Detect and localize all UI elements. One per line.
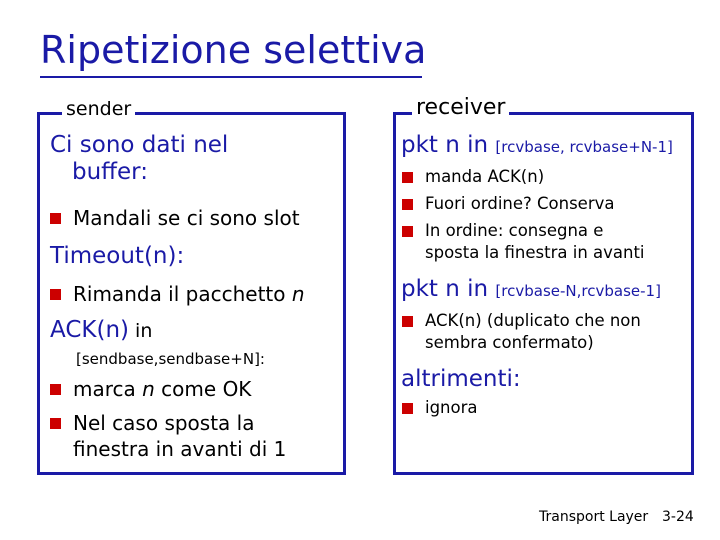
bullet-marker	[50, 289, 61, 300]
mark-var: n	[142, 377, 155, 401]
sender-heading-ack-label: ACK(n)	[50, 317, 129, 343]
bullet-marker	[402, 199, 413, 210]
receiver-bullet-ack	[402, 166, 544, 188]
footer-course: Transport Layer	[539, 509, 649, 525]
sender-heading-ack-in: in	[129, 320, 153, 342]
receiver-heading-previous-range: [rcvbase-N,rcvbase-1]	[495, 282, 661, 300]
receiver-bullet-ack-text: manda ACK(n)	[425, 167, 545, 186]
receiver-bullet-dupack-text	[425, 310, 641, 354]
title-underline	[40, 76, 422, 78]
sender-bullet-mark	[50, 376, 251, 402]
sender-bullet-resend	[50, 281, 305, 307]
footer-page-number: 3-24	[662, 509, 694, 525]
bullet-marker	[402, 226, 413, 237]
receiver-bullet-ignore	[402, 397, 478, 419]
sender-bullet-move	[50, 410, 286, 462]
receiver-bullet-inorder	[402, 220, 645, 264]
move-line1: Nel caso sposta la	[73, 411, 255, 435]
sender-legend: sender	[62, 100, 135, 119]
receiver-bullet-ignore-text: ignora	[425, 398, 478, 417]
receiver-heading-inwindow	[401, 132, 673, 159]
receiver-bullet-outoforder-text: Fuori ordine? Conserva	[425, 194, 615, 213]
resend-var: n	[291, 282, 305, 306]
sender-bullet-resend-text	[73, 281, 305, 307]
receiver-heading-inwindow-range: [rcvbase, rcvbase+N-1]	[495, 138, 673, 156]
receiver-bullet-dupack	[402, 310, 641, 354]
bullet-marker	[50, 213, 61, 224]
inorder-line1: In ordine: consegna e	[425, 221, 604, 240]
sender-bullet-send	[50, 205, 300, 231]
sender-ack-range: [sendbase,sendbase+N]:	[76, 350, 265, 368]
bullet-marker	[402, 172, 413, 183]
sender-heading-data	[50, 132, 228, 186]
mark-text: marca	[73, 377, 143, 401]
inorder-line2: sposta la finestra in avanti	[425, 242, 645, 262]
bullet-marker	[50, 418, 61, 429]
bullet-marker	[402, 403, 413, 414]
sender-bullet-mark-text	[73, 376, 251, 402]
sender-heading-data-line1: Ci sono dati nel	[50, 132, 229, 158]
dupack-line2: sembra confermato)	[425, 332, 594, 352]
receiver-heading-otherwise: altrimenti:	[401, 366, 521, 392]
sender-heading-ack	[50, 317, 152, 344]
sender-bullet-move-text	[73, 410, 286, 462]
dupack-line1: ACK(n) (duplicato che non	[425, 311, 641, 330]
receiver-heading-inwindow-label: pkt n in	[401, 132, 496, 158]
slide-title: Ripetizione selettiva	[40, 28, 427, 72]
receiver-heading-previous-label: pkt n in	[401, 276, 496, 302]
receiver-bullet-outoforder	[402, 193, 615, 215]
receiver-heading-previous	[401, 276, 661, 303]
sender-heading-timeout: Timeout(n):	[50, 243, 185, 269]
move-line2: finestra in avanti di 1	[73, 437, 287, 461]
bullet-marker	[402, 316, 413, 327]
sender-heading-data-line2: buffer:	[72, 159, 148, 186]
resend-text: Rimanda il pacchetto	[73, 282, 292, 306]
sender-bullet-send-text: Mandali se ci sono slot	[73, 206, 300, 230]
mark-rest: come OK	[154, 377, 252, 401]
receiver-bullet-inorder-text	[425, 220, 645, 264]
receiver-legend: receiver	[412, 97, 509, 119]
bullet-marker	[50, 384, 61, 395]
